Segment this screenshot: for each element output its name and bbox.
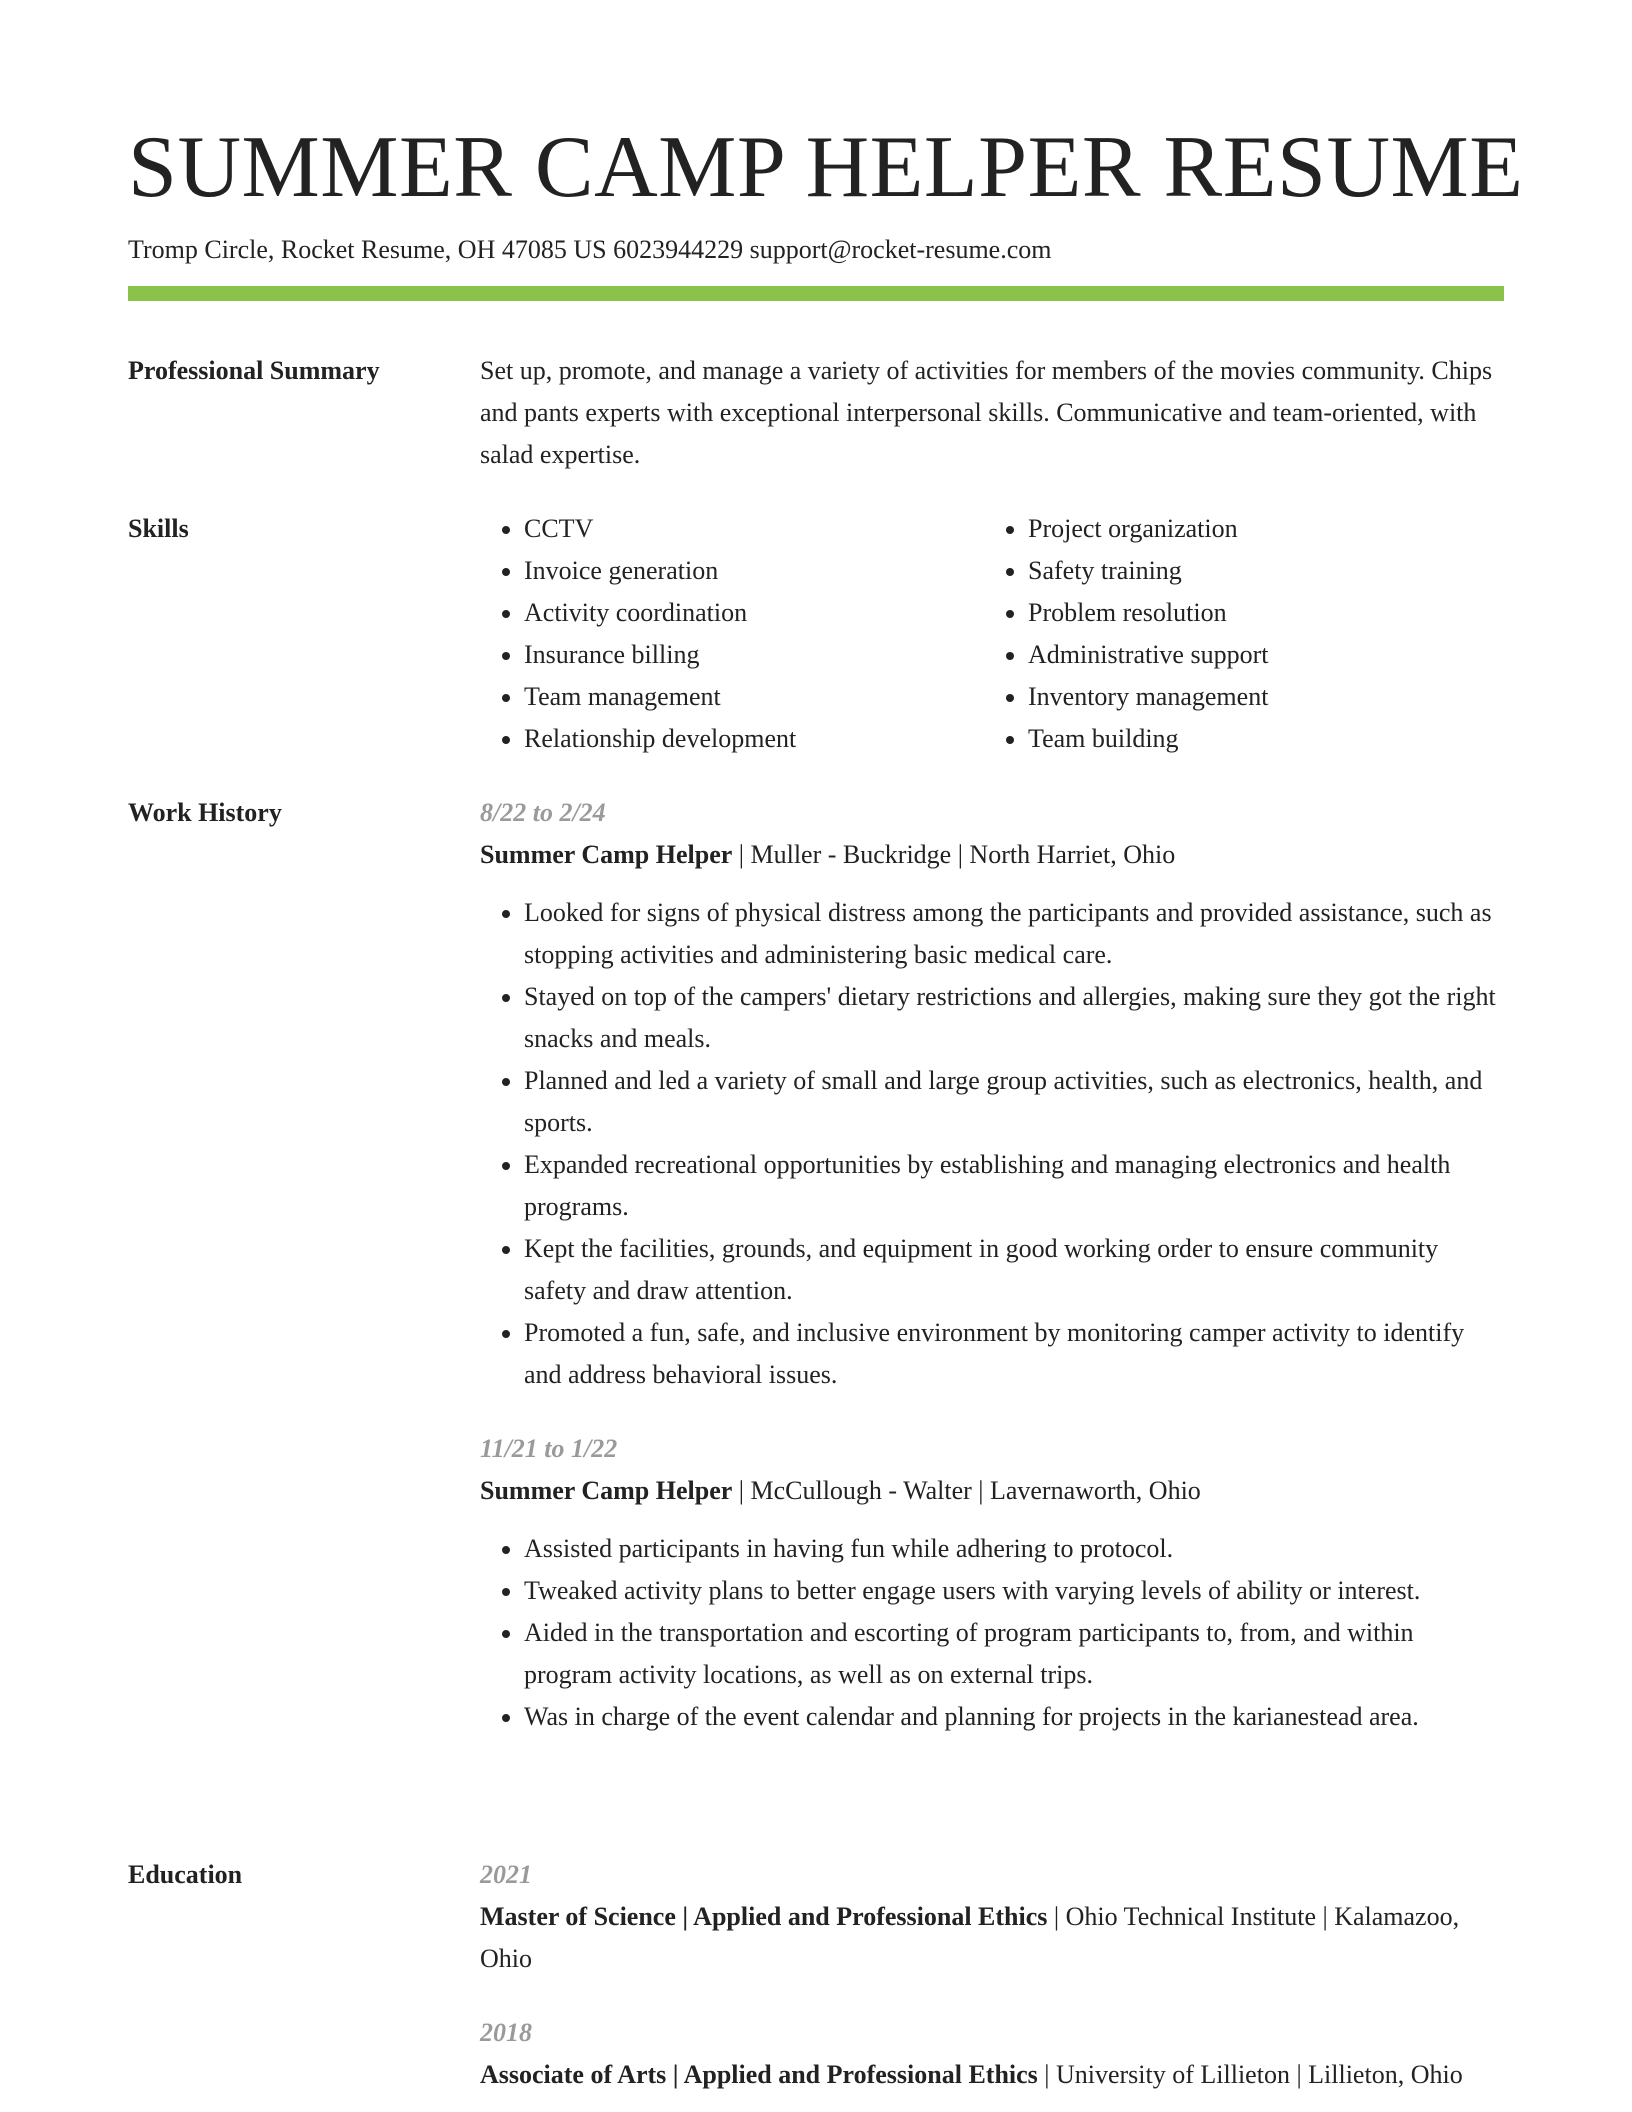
job-bullet: • Expanded recreational opportunities by establishing and managing electronics and health programs. [524,1144,1504,1228]
skill-item: • Team management [524,676,984,718]
job-dates: 11/21 to 1/22 [480,1434,618,1463]
job-bullet: • Promoted a fun, safe, and inclusive environment by monitoring camper activity to identify and address behavioral issues. [524,1312,1504,1396]
education-entry [480,2012,1504,2096]
job-title: Summer Camp Helper [480,1476,733,1505]
work-history-body [480,792,1504,1738]
education-degree: Associate of Arts | Applied and Professional Ethics [480,2060,1038,2089]
accent-divider [128,286,1504,301]
resume-title: SUMMER CAMP HELPER RESUME [128,119,1524,216]
education-year: 2018 [480,2018,532,2047]
job-bullet: • Aided in the transportation and escorting of program participants to, from, and within program activity locations, as well as on external trips. [524,1612,1504,1696]
job-bullet: • Was in charge of the event calendar and planning for projects in the karianestead area. [524,1696,1504,1738]
summary-body [480,350,1504,476]
job-bullet: • Kept the facilities, grounds, and equipment in good working order to ensure community safety and draw attention. [524,1228,1504,1312]
skill-item: • Relationship development [524,718,984,760]
entry-spacer [480,1980,1504,2012]
summary-text: Set up, promote, and manage a variety of activities for members of the movies community. Chips and pants experts with exceptional interpersonal skills. Communicative and team-oriented, with salad expertise. [480,356,1493,469]
job-bullet: • Stayed on top of the campers' dietary restrictions and allergies, making sure they got the right snacks and meals. [524,976,1504,1060]
skills-heading: Skills [128,514,189,543]
skill-item: • Team building [1028,718,1488,760]
education-details: | Ohio Technical Institute | Kalamazoo, Ohio [480,1902,1460,1973]
skills-list-right [984,508,1488,760]
education-heading: Education [128,1860,243,1889]
job-bullet-list [480,892,1504,1396]
job-dates: 8/22 to 2/24 [480,798,606,827]
job-bullet: • Planned and led a variety of small and large group activities, such as electronics, health, and sports. [524,1060,1504,1144]
education-line [480,1896,1504,1980]
job-entry [480,1428,1504,1738]
job-bullet: • Assisted participants in having fun while adhering to protocol. [524,1528,1504,1570]
skill-item: • Administrative support [1028,634,1488,676]
education-entry [480,1854,1504,1980]
skill-item: • Inventory management [1028,676,1488,718]
job-bullet-list [480,1528,1504,1738]
education-details: | University of Lillieton | Lillieton, Ohio [1037,2060,1463,2089]
education-year: 2021 [480,1860,532,1889]
job-entry [480,792,1504,1396]
skill-item: • Problem resolution [1028,592,1488,634]
job-role-line [480,1470,1504,1512]
summary-heading: Professional Summary [128,356,380,385]
job-bullet: • Tweaked activity plans to better engage users with varying levels of ability or interest. [524,1570,1504,1612]
skill-item: • CCTV [524,508,984,550]
job-details: | Muller - Buckridge | North Harriet, Ohio [732,840,1176,869]
skills-list-left [480,508,984,760]
skill-item: • Activity coordination [524,592,984,634]
education-degree: Master of Science | Applied and Professional Ethics [480,1902,1048,1931]
skill-item: • Invoice generation [524,550,984,592]
skill-item: • Project organization [1028,508,1488,550]
entry-spacer [480,1396,1504,1428]
job-role-line [480,834,1504,876]
work-history-heading: Work History [128,798,282,827]
job-bullet: • Looked for signs of physical distress among the participants and provided assistance, such as stopping activities and administering basic medical care. [524,892,1504,976]
job-details: | McCullough - Walter | Lavernaworth, Ohio [732,1476,1201,1505]
skill-item: • Safety training [1028,550,1488,592]
education-line [480,2054,1504,2096]
skill-item: • Insurance billing [524,634,984,676]
skills-column-left [480,508,984,760]
education-body [480,1854,1504,2096]
job-title: Summer Camp Helper [480,840,733,869]
skills-column-right [984,508,1488,760]
contact-line: Tromp Circle, Rocket Resume, OH 47085 US 6023944229 support@rocket-resume.com [128,235,1052,264]
skills-body [480,508,1504,760]
